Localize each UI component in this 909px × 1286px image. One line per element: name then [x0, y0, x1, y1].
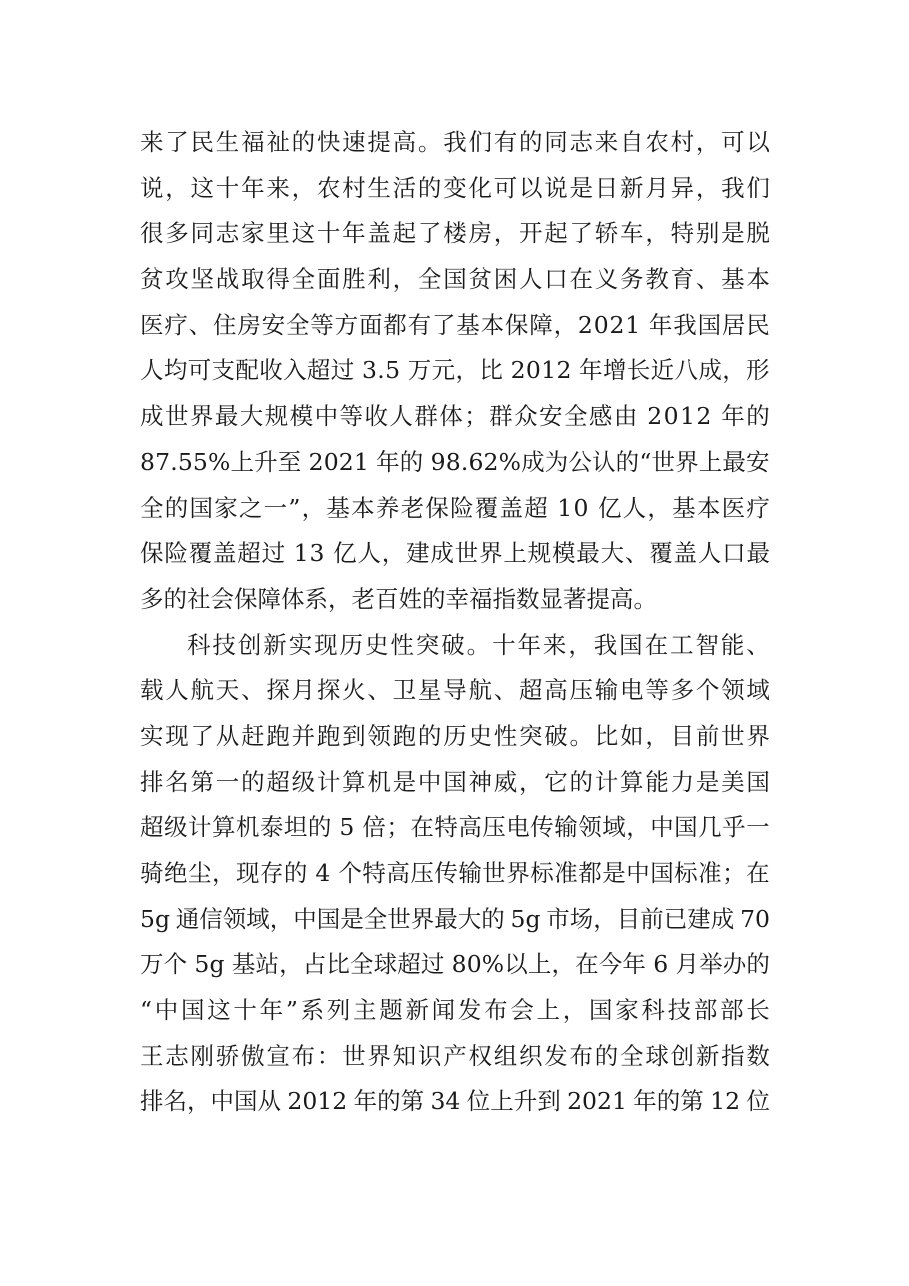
text-line: 5 g 通 信 领 域 ， 中 国 是 全 世 界 最 大 的 5 g 市 场 ， 目 前 已 建 成 7 0	[140, 904, 770, 933]
text-line: 骑 绝 尘 ， 现 存 的 4 个 特 高 压 传 输 世 界 标 准 都 是 中 国 标 准 ； 在	[140, 859, 770, 887]
text-line: 载 人 航 天 、 探 月 探 火 、 卫 星 导 航 、 超 高 压 输 电 等 多 个 领 域	[140, 676, 770, 705]
text-line: 医 疗 、 住 房 安 全 等 方 面 都 有 了 基 本 保 障 ， 2 0 2 1 年 我 国 居 民	[140, 310, 770, 339]
paragraph-1	[140, 120, 770, 623]
text-line: 来 了 民 生 福 祉 的 快 速 提 高 。 我 们 有 的 同 志 来 自 农 村 ， 可 以	[140, 128, 770, 156]
text-line: “ 中 国 这 十 年 ” 系 列 主 题 新 闻 发 布 会 上 ， 国 家 科 技 部 部 长	[140, 996, 770, 1025]
text-line: 保 险 覆 盖 超 过 1 3 亿 人 ， 建 成 世 界 上 规 模 最 大 、 覆 盖 人 口 最	[140, 539, 770, 568]
text-line: 很 多 同 志 家 里 这 十 年 盖 起 了 楼 房 ， 开 起 了 轿 车 ， 特 别 是 脱	[140, 219, 770, 248]
text-line: 成 世 界 最 大 规 模 中 等 收 人 群 体 ； 群 众 安 全 感 由 2 0 1 2 年 的	[140, 402, 770, 431]
text-line-last: 多 的 社 会 保 障 体 系 ， 老 百 姓 的 幸 福 指 数 显 著 提 高 。	[140, 584, 657, 613]
text-line-first: 科 技 创 新 实 现 历 史 性 突 破 。 十 年 来 ， 我 国 在 工 智 能 、	[187, 630, 770, 659]
paragraph-2	[140, 623, 770, 1126]
text-line: 全 的 国 家 之 一 ” ， 基 本 养 老 保 险 覆 盖 超 1 0 亿 人 ， 基 本 医 疗	[140, 493, 770, 522]
text-line: 排 名 第 一 的 超 级 计 算 机 是 中 国 神 威 ， 它 的 计 算 能 力 是 美 国	[140, 767, 770, 796]
text-line: 8 7 . 5 5 % 上 升 至 2 0 2 1 年 的 9 8 . 6 2 % 成 为 公 认 的 “ 世 界 上 最 安	[140, 447, 770, 476]
text-line: 贫 攻 坚 战 取 得 全 面 胜 利 ， 全 国 贫 困 人 口 在 义 务 教 育 、 基 本	[140, 265, 770, 294]
text-line: 排 名 ， 中 国 从 2 0 1 2 年 的 第 3 4 位 上 升 到 2 0 2 1 年 的 第 1 2 位	[140, 1087, 770, 1116]
text-line: 说 ， 这 十 年 来 ， 农 村 生 活 的 变 化 可 以 说 是 日 新 月 异 ， 我 们	[140, 173, 770, 202]
text-line: 王 志 刚 骄 傲 宣 布 ： 世 界 知 识 产 权 组 织 发 布 的 全 球 创 新 指 数	[140, 1041, 770, 1070]
text-line: 万 个 5 g 基 站 ， 占 比 全 球 超 过 8 0 % 以 上 ， 在 今 年 6 月 举 办 的	[140, 950, 770, 979]
text-line: 超 级 计 算 机 泰 坦 的 5 倍 ； 在 特 高 压 电 传 输 领 域 ， 中 国 几 乎 一	[140, 813, 770, 842]
document-body	[140, 120, 770, 1125]
text-line: 人 均 可 支 配 收 入 超 过 3 . 5 万 元 ， 比 2 0 1 2 年 增 长 近 八 成 ， 形	[140, 356, 770, 385]
text-line: 实 现 了 从 赶 跑 并 跑 到 领 跑 的 历 史 性 突 破 。 比 如 ， 目 前 世 界	[140, 721, 770, 750]
